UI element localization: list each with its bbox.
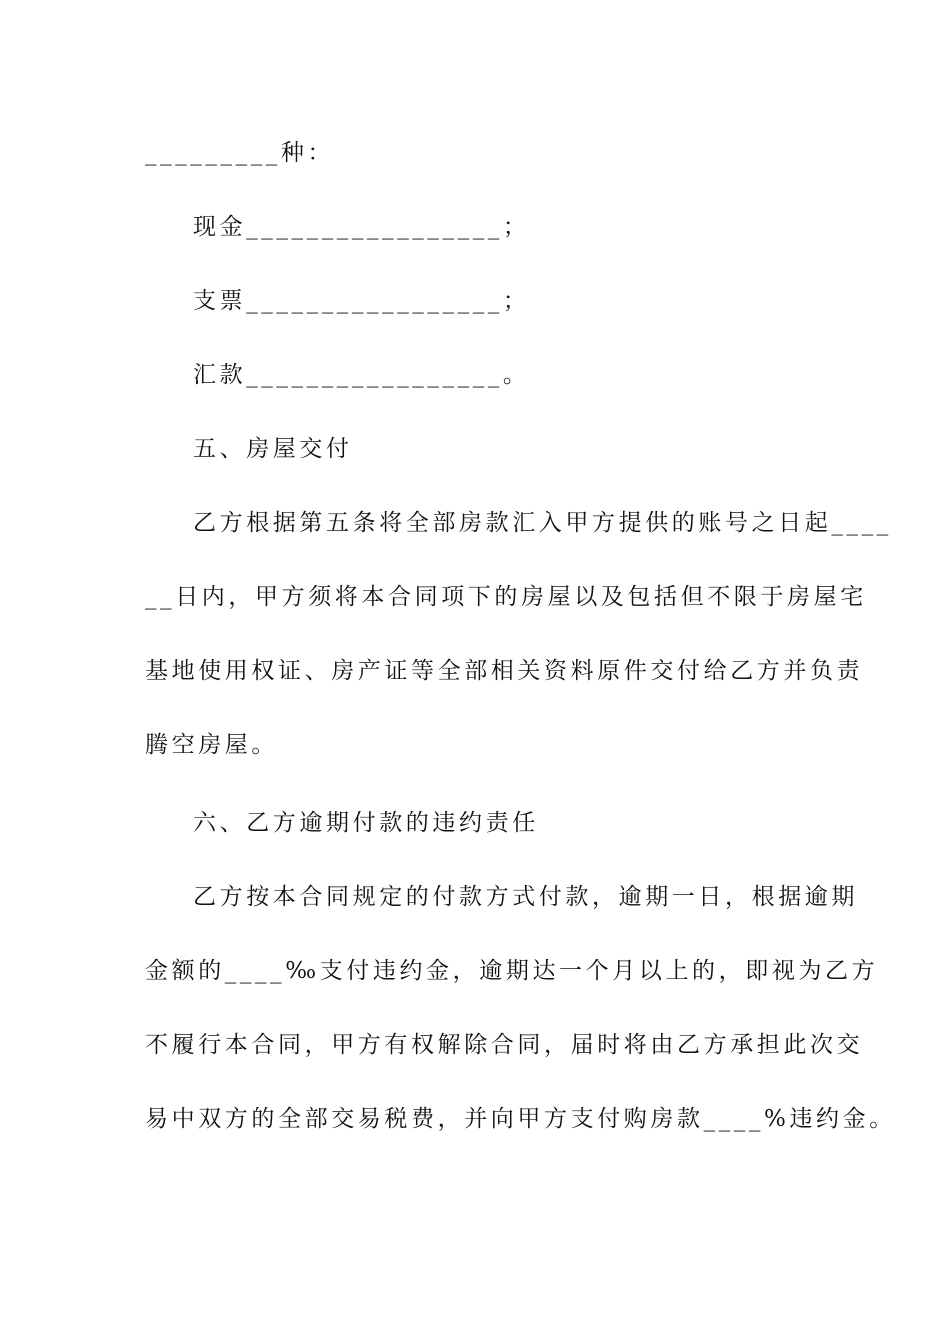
paragraph-line: 金额的____‰支付违约金，逾期达一个月以上的，即视为乙方 [145,958,879,984]
text-line-check: 支票_________________； [193,288,530,314]
paragraph-line: 乙方根据第五条将全部房款汇入甲方提供的账号之日起____ [193,510,892,536]
text-line-cash: 现金_________________； [193,214,530,240]
text-line-remittance: 汇款_________________。 [193,362,530,388]
paragraph-line: 不履行本合同，甲方有权解除合同，届时将由乙方承担此次交 [145,1032,864,1058]
section-heading-breach: 六、乙方逾期付款的违约责任 [193,810,539,836]
text-line-currency: _________种： [145,140,335,166]
paragraph-line: 乙方按本合同规定的付款方式付款，逾期一日，根据逾期 [193,884,858,910]
paragraph-line: 基地使用权证、房产证等全部相关资料原件交付给乙方并负责 [145,658,864,684]
section-heading-delivery: 五、房屋交付 [193,436,353,462]
paragraph-line: __日内，甲方须将本合同项下的房屋以及包括但不限于房屋宅 [145,584,867,610]
paragraph-line: 易中双方的全部交易税费，并向甲方支付购房款____%违约金。 [145,1106,896,1132]
paragraph-line: 腾空房屋。 [145,732,278,758]
